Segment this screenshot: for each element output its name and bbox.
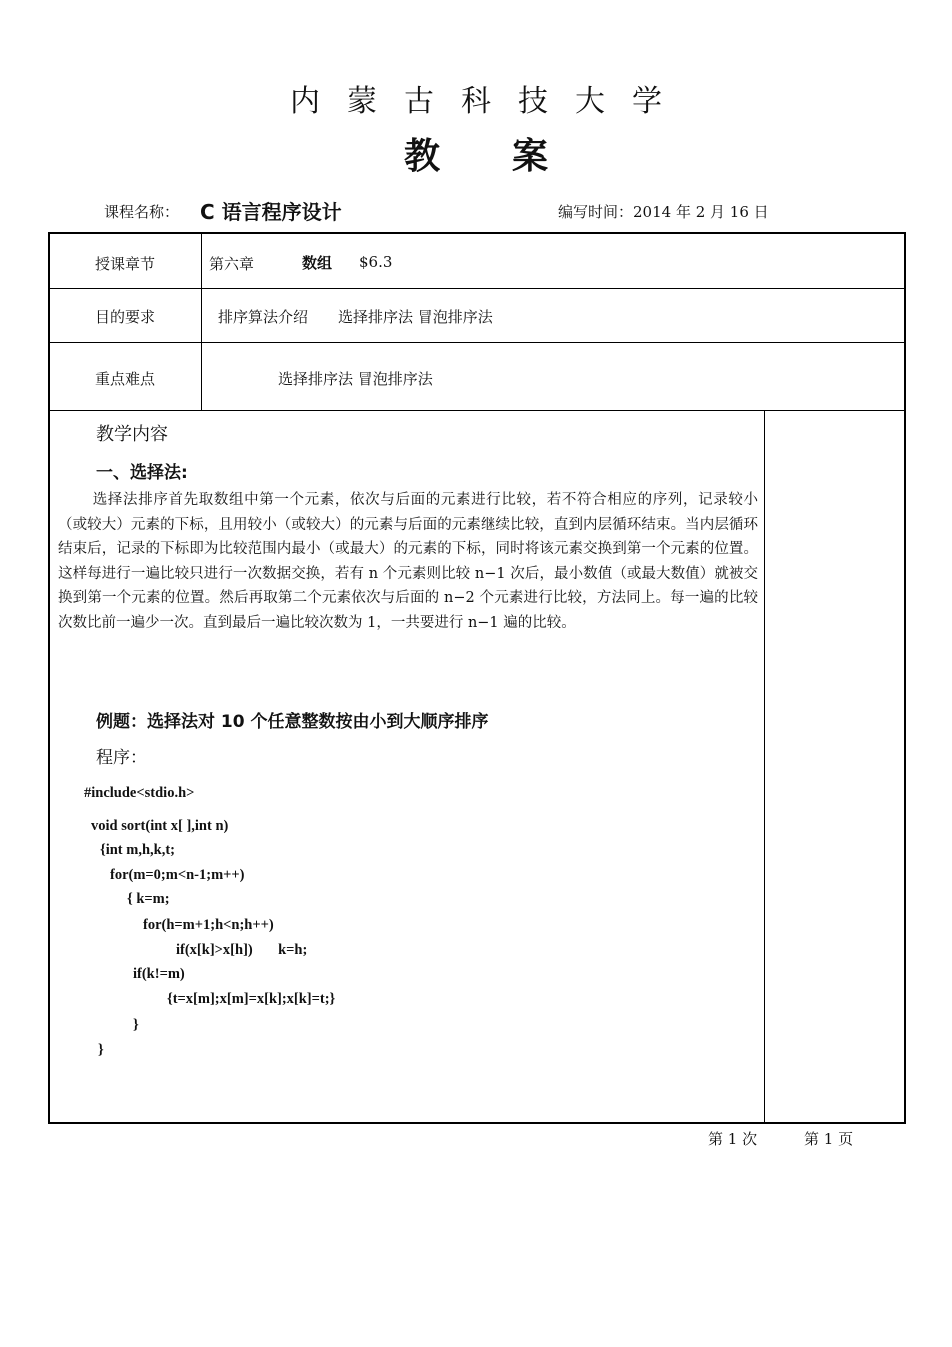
method-description: 选择法排序首先取数组中第一个元素，依次与后面的元素进行比较，若不符合相应的序列，记录较小（或较大）元素的下标，且用较小（或较大）的元素与后面的元素继续比较，直到内层循环结束。当内层循环结束后，记录的下标即为比较范围内最小（或最大）的元素的下标，同时将该元素交换到第一个元素的位置。这样每进行一遍比较只进行一次数据交换，若有 n 个元素则比较 n−1 次后，最小数值（或最大数值）就被交换到第一个元素的位置。然后再取第二个元素依次与后面的 n−2 个元素进行比较，方法同上。每一遍的比较次数比前一遍少一次。直到最后一遍比较次数为 1，一共要进行 n−1 遍的比较。 (58, 492, 758, 631)
chapter-topic: 数组 (302, 254, 333, 272)
row-divider (49, 410, 905, 411)
course-name: C 语言程序设计 (200, 200, 342, 224)
document-type-title: 教案 (403, 136, 620, 177)
code-line: { k=m; (127, 891, 170, 907)
row-label-key-points: 重点难点 (94, 370, 155, 388)
objectives-value: 排序算法介绍 选择排序法 冒泡排序法 (218, 308, 493, 326)
row-divider (49, 288, 905, 289)
program-label: 程序： (96, 748, 147, 768)
code-line: for(m=0;m<n-1;m++) (110, 867, 245, 883)
lesson-count: 第 1 次 (708, 1130, 758, 1148)
course-label: 课程名称： (104, 203, 180, 221)
chapter-section: $6.3 (359, 253, 393, 271)
written-time: 编写时间：2014 年 2 月 16 日 (558, 203, 769, 221)
code-line: if(k!=m) (133, 966, 185, 982)
code-line: {int m,h,k,t; (100, 842, 175, 858)
university-title: 内蒙古科技大学 (290, 84, 689, 119)
code-line: } (98, 1042, 104, 1058)
page-number: 第 1 页 (804, 1130, 854, 1148)
row-label-chapter: 授课章节 (94, 255, 155, 273)
code-line: {t=x[m];x[m]=x[k];x[k]=t;} (167, 991, 336, 1007)
row-divider (49, 342, 905, 343)
code-line: } (133, 1017, 139, 1033)
code-line: void sort(int x[ ],int n) (91, 818, 229, 834)
section-heading: 一、选择法: (96, 463, 188, 483)
content-heading: 教学内容 (96, 424, 168, 445)
side-column-divider (764, 410, 765, 1123)
key-points-value: 选择排序法 冒泡排序法 (278, 370, 433, 388)
code-line: for(h=m+1;h<n;h++) (143, 917, 274, 933)
chapter-number: 第六章 (209, 255, 255, 273)
column-divider (201, 233, 202, 411)
row-label-objectives: 目的要求 (94, 308, 155, 326)
code-line: if(x[k]>x[h]) k=h; (176, 942, 308, 958)
example-heading: 例题：选择法对 10 个任意整数按由小到大顺序排序 (96, 712, 489, 732)
code-line: #include<stdio.h> (84, 785, 195, 801)
